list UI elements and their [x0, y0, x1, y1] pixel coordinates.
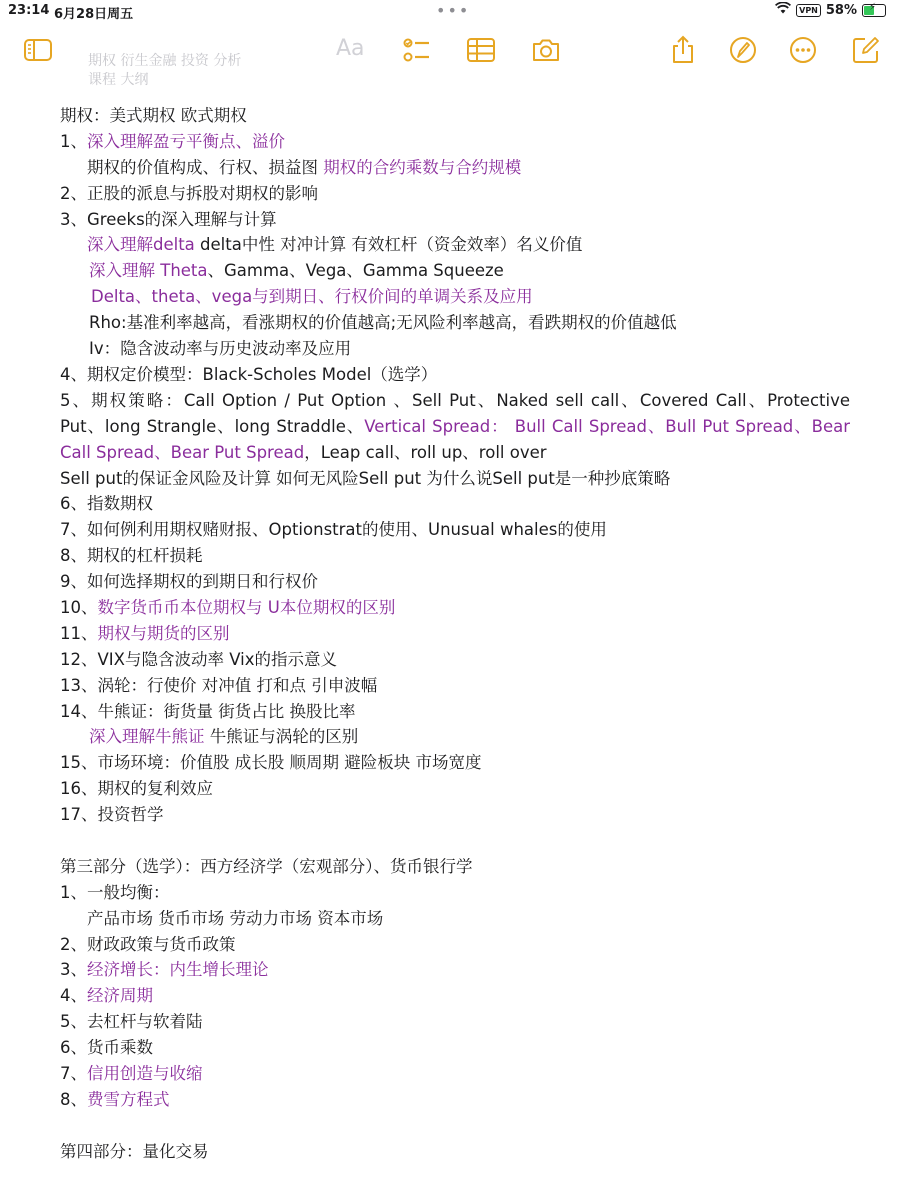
note-line: Rho:基准利率越高，看涨期权的价值越高;无风险利率越高，看跌期权的价值越低: [89, 313, 677, 333]
highlighted-text: 经济增长：内生增长理论: [87, 960, 269, 980]
note-line: 9、如何选择期权的到期日和行权价: [60, 572, 318, 592]
format-icon[interactable]: Aa: [336, 36, 365, 61]
note-line: 期权的价值构成、行权、损益图 期权的合约乘数与合约规模: [87, 157, 522, 177]
note-line: 6、指数期权: [60, 494, 153, 514]
wifi-icon: [775, 2, 791, 18]
highlighted-text: 深入理解盈亏平衡点、溢价: [87, 131, 285, 151]
note-line: 期权：美式期权 欧式期权: [60, 106, 247, 125]
note-line: 1、一般均衡：: [60, 882, 170, 902]
status-indicators: [775, 2, 886, 18]
note-line: 2、正股的派息与拆股对期权的影响: [60, 183, 318, 203]
note-line: 3、Greeks的深入理解与计算: [60, 209, 277, 229]
note-line: 1、深入理解盈亏平衡点、溢价: [60, 131, 285, 151]
blank-line: [60, 1113, 850, 1139]
multitasking-dots-icon[interactable]: •••: [436, 1, 471, 20]
sidebar-icon[interactable]: [23, 35, 53, 65]
section-heading: 第四部分：量化交易: [60, 1141, 209, 1161]
status-time: 23:14: [8, 3, 50, 18]
note-line: 深入理解 Theta、Gamma、Vega、Gamma Squeeze: [89, 261, 504, 281]
note-line: 13、涡轮：行使价 对冲值 打和点 引申波幅: [60, 675, 378, 695]
note-line: 11、期权与期货的区别: [60, 623, 230, 643]
highlighted-text: 费雪方程式: [87, 1089, 170, 1109]
section-heading: 第三部分（选学）：西方经济学（宏观部分）、货币银行学: [60, 856, 473, 876]
note-line: 产品市场 货币市场 劳动力市场 资本市场: [87, 908, 384, 928]
compose-icon[interactable]: [851, 35, 881, 65]
note-line: 10、数字货币币本位期权与 U本位期权的区别: [60, 597, 396, 617]
note-line: 4、期权定价模型：Black-Scholes Model（选学）: [60, 364, 438, 384]
note-line: 15、市场环境：价值股 成长股 顺周期 避险板块 市场宽度: [60, 753, 482, 773]
note-line: Sell put的保证金风险及计算 如何无风险Sell put 为什么说Sell put是一种抄底策略: [60, 468, 671, 488]
highlighted-text: 深入理解delta: [87, 235, 195, 255]
note-line: 14、牛熊证：街货量 街货占比 换股比率: [60, 701, 356, 721]
more-icon[interactable]: [788, 35, 818, 65]
note-line: Iv：隐含波动率与历史波动率及应用: [89, 339, 352, 359]
vpn-badge: VPN: [796, 4, 821, 17]
note-line: 8、期权的杠杆损耗: [60, 546, 203, 566]
highlighted-text: 期权的合约乘数与合约规模: [323, 157, 522, 177]
highlighted-text: 信用创造与收缩: [87, 1064, 203, 1083]
checklist-icon[interactable]: [401, 35, 431, 65]
note-line: 3、经济增长：内生增长理论: [60, 960, 269, 980]
highlighted-text: 深入理解牛熊证: [89, 727, 205, 747]
note-line: 7、信用创造与收缩: [60, 1064, 203, 1083]
highlighted-text: 期权与期货的区别: [97, 623, 230, 643]
note-line: 4、经济周期: [60, 986, 153, 1006]
note-line: 8、费雪方程式: [60, 1089, 170, 1109]
note-line: 2、财政政策与货币政策: [60, 934, 236, 954]
note-paragraph: 5、期权策略：Call Option / Put Option 、Sell Put、Naked sell call、Covered Call、Protective Put、long Strangle、long Straddle、Vertical Spread： Bull Call Spread、Bull Put Spread、Bear Call Spread、Bear Put Spread，Leap call、roll up、roll over: [60, 390, 850, 462]
markup-icon[interactable]: [728, 35, 758, 65]
highlighted-text: 深入理解 Theta: [89, 261, 208, 281]
camera-icon[interactable]: [531, 35, 561, 65]
highlighted-text: 经济周期: [87, 986, 153, 1006]
note-line: 5、去杠杆与软着陆: [60, 1012, 203, 1032]
battery-percent: 58%: [825, 2, 857, 18]
note-title-scrolled: 期权 衍生金融 投资 分析 课程 大纲: [88, 53, 242, 88]
share-icon[interactable]: [668, 35, 698, 65]
note-line: 7、如何例利用期权赌财报、Optionstrat的使用、Unusual whales的使用: [60, 520, 607, 540]
note-line: 16、期权的复利效应: [60, 779, 213, 799]
note-line: 深入理解delta delta中性 对冲计算 有效杠杆（资金效率）名义价值: [87, 235, 583, 255]
highlighted-text: 数字货币币本位期权与 U本位期权的区别: [97, 597, 396, 617]
note-line: 17、投资哲学: [60, 805, 164, 825]
note-line: 深入理解牛熊证 牛熊证与涡轮的区别: [89, 727, 359, 747]
highlighted-text: Vertical Spread： Bull Call Spread、Bull Put Spread、Bear Call Spread、Bear Put Spread: [60, 416, 850, 462]
battery-icon: ⚡: [862, 4, 886, 17]
blank-line: [60, 828, 850, 854]
status-bar: [0, 0, 900, 22]
notes-toolbar: [0, 24, 900, 88]
note-line: 12、VIX与隐含波动率 Vix的指示意义: [60, 649, 337, 669]
note-line: Delta、theta、vega与到期日、行权价间的单调关系及应用: [91, 287, 533, 307]
note-line: 6、货币乘数: [60, 1038, 153, 1058]
table-icon[interactable]: [466, 35, 496, 65]
note-body[interactable]: [60, 103, 850, 1165]
status-date: 6月28日周五: [54, 7, 134, 22]
